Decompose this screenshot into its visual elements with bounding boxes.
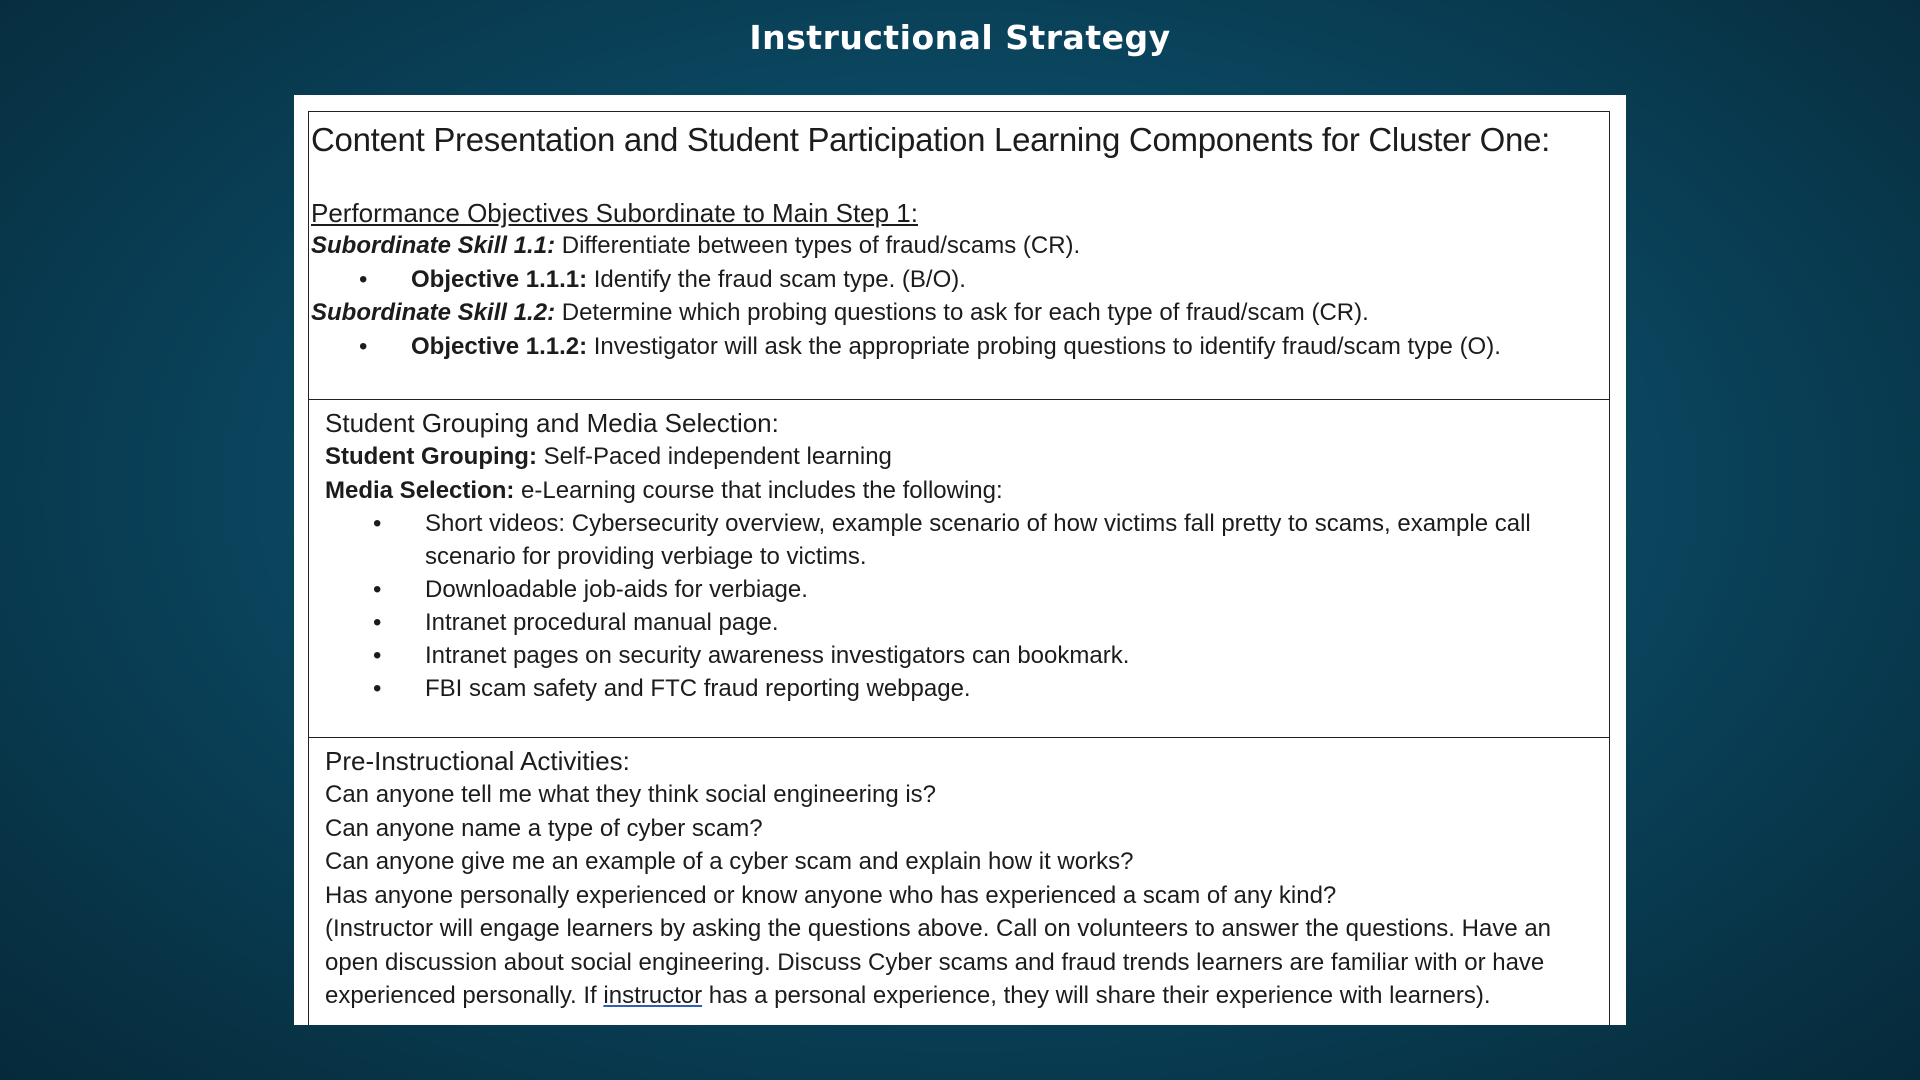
objective-1-1-1 [311, 263, 1609, 297]
list-item [325, 672, 1565, 705]
media-item-text: Downloadable job-aids for verbiage. [425, 576, 808, 603]
instructor-word: instructor [603, 982, 703, 1009]
media-list [325, 507, 1609, 705]
bullet-icon: • [359, 332, 368, 360]
slide-title: Instructional Strategy [749, 18, 1171, 57]
student-grouping-text: Self-Paced independent learning [536, 443, 892, 470]
bullet-icon: • [373, 642, 382, 669]
skill-1-2-label: Subordinate Skill 1.2: [311, 299, 556, 326]
objective-1-1-2-text: Investigator will ask the appropriate probing questions to identify fraud/scam type (O). [587, 332, 1501, 360]
media-item-text: Short videos: Cybersecurity overview, example scenario of how victims fall pretty to scams, example call scenario for providing verbiage to victims. [425, 510, 1531, 570]
media-selection-text: e-Learning course that includes the following: [514, 476, 1003, 504]
instructor-note-end: has a personal experience, they will share their experience with learners). [702, 982, 1491, 1009]
list-item [325, 573, 1565, 606]
question-line: Can anyone tell me what they think social engineering is? [325, 781, 937, 808]
objective-1-1-1-text: Identify the fraud scam type. (B/O). [587, 265, 966, 293]
question-line: Has anyone personally experienced or know anyone who has experienced a scam of any kind? [325, 881, 1337, 909]
objective-1-1-2 [311, 330, 1609, 364]
media-item-text: Intranet procedural manual page. [425, 609, 779, 636]
skill-1-1-text: Differentiate between types of fraud/scams (CR). [555, 232, 1081, 259]
list-item [325, 606, 1565, 639]
bullet-icon: • [373, 609, 382, 636]
pre-instructional-heading: Pre-Instructional Activities: [325, 746, 630, 776]
grouping-media-section [309, 400, 1609, 738]
skill-1-1-label: Subordinate Skill 1.1: [311, 232, 556, 259]
bullet-icon: • [373, 576, 382, 603]
document-heading: Content Presentation and Student Participation Learning Components for Cluster One: [311, 121, 1551, 158]
grouping-media-heading: Student Grouping and Media Selection: [325, 408, 779, 438]
subordinate-skill-1-2 [311, 296, 1609, 330]
subordinate-skill-1-1 [311, 229, 1609, 263]
document-image [294, 95, 1626, 1025]
media-item-text: Intranet pages on security awareness investigators can bookmark. [425, 642, 1130, 669]
list-item [325, 639, 1565, 672]
document-table [308, 111, 1610, 1025]
bullet-icon: • [373, 675, 382, 702]
objective-1-1-2-label: Objective 1.1.2: [411, 332, 588, 360]
objective-1-1-1-label: Objective 1.1.1: [411, 265, 588, 293]
performance-section [309, 112, 1609, 400]
media-selection-label: Media Selection: [325, 476, 515, 504]
skill-1-2-text: Determine which probing questions to ask for each type of fraud/scam (CR). [555, 299, 1369, 326]
question-line: Can anyone give me an example of a cyber scam and explain how it works? [325, 848, 1134, 875]
instructor-note [325, 912, 1595, 1013]
bullet-icon: • [359, 265, 368, 293]
performance-objectives-heading: Performance Objectives Subordinate to Main Step 1: [311, 198, 918, 228]
student-grouping-line [325, 440, 1609, 474]
media-selection-line [325, 474, 1609, 508]
media-item-text: FBI scam safety and FTC fraud reporting webpage. [425, 675, 971, 702]
pre-instructional-section [309, 738, 1609, 1013]
question-line: Can anyone name a type of cyber scam? [325, 814, 763, 842]
instructor-note-text: (Instructor will engage learners by asking the questions above. Call on volunteers to answer the questions. Have an open discussion about social engineering. Discuss Cyber scams and fraud trends learners are familiar with or have experienced personally. If [325, 915, 1552, 1009]
list-item [325, 507, 1565, 573]
student-grouping-label: Student Grouping: [325, 443, 537, 470]
bullet-icon: • [373, 510, 382, 537]
